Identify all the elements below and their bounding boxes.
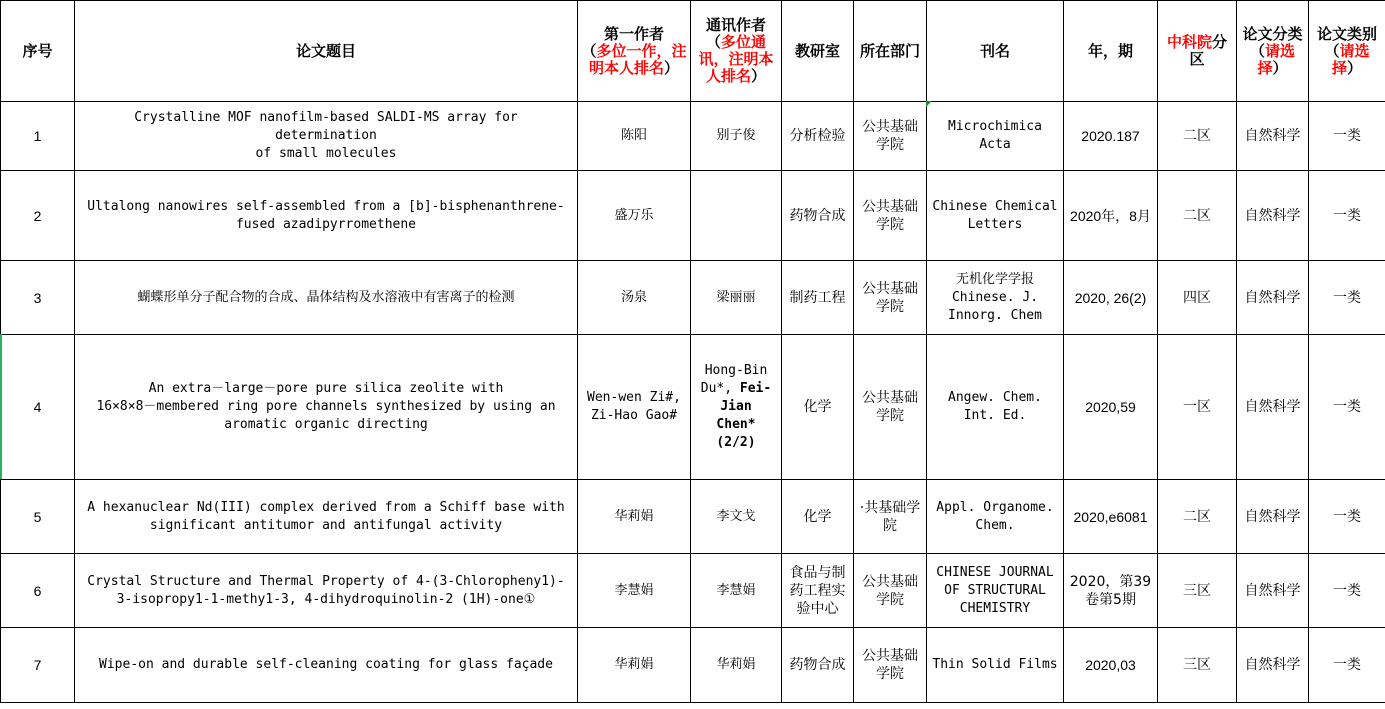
cell-seq[interactable]: 4	[1, 335, 75, 480]
header-year-issue[interactable]: 年，期	[1064, 1, 1158, 102]
cell-year-issue[interactable]: 2020, 26(2)	[1064, 261, 1158, 335]
header-paper-class[interactable]	[1309, 1, 1385, 102]
cell-corr-author-line: 华莉娟	[716, 657, 756, 672]
header-paper-class-main: 论文类别	[1316, 24, 1377, 43]
cell-class[interactable]: 一类	[1309, 261, 1385, 335]
cell-first-author-line: 陈阳	[620, 128, 647, 143]
cell-first-author-line: 李慧娟	[614, 582, 654, 598]
cell-title-line: A hexanuclear Nd(III) complex derived from a Schiff base with	[87, 499, 565, 515]
cell-office[interactable]	[782, 102, 854, 171]
table-row	[1, 102, 1385, 171]
corr-author-mixed-line	[693, 380, 779, 398]
cell-zone[interactable]: 二区	[1158, 171, 1237, 261]
cell-office-line: 药工程实	[789, 582, 846, 599]
cell-corr-author[interactable]	[691, 480, 782, 554]
cell-title-line: An extra－large－pore pure silica zeolite with	[148, 381, 504, 396]
header-first-author-open: （	[581, 41, 597, 60]
cell-title-line: of small molecules	[255, 146, 397, 161]
cell-corr-author-line: Hong-Bin	[704, 363, 768, 378]
cell-category[interactable]: 自然科学	[1237, 102, 1309, 171]
cell-office-line: 食品与制	[789, 564, 846, 581]
table-row	[1, 335, 1385, 480]
cell-journal-line: Thin Solid Films	[932, 657, 1058, 672]
table-row	[1, 261, 1385, 335]
table-row	[1, 480, 1385, 554]
header-office[interactable]: 教研室	[782, 1, 854, 102]
cell-title-line: 蝴蝶形单分子配合物的合成、晶体结构及水溶液中有害离子的检测	[137, 289, 515, 305]
cell-title-line: Crystalline MOF nanofilm-based SALDI-MS array for	[134, 110, 518, 125]
cell-journal[interactable]	[927, 335, 1064, 480]
cell-zone[interactable]: 三区	[1158, 554, 1237, 628]
cell-class[interactable]: 一类	[1309, 335, 1385, 480]
table-row	[1, 554, 1385, 628]
cell-journal[interactable]	[927, 554, 1064, 628]
cell-first-author-line: 华莉娟	[614, 508, 654, 524]
cell-office[interactable]	[782, 335, 854, 480]
cell-first-author[interactable]	[578, 102, 691, 171]
cell-dept[interactable]	[854, 628, 927, 703]
header-paper-class-close: ）	[1347, 58, 1363, 77]
header-title[interactable]: 论文题目	[75, 1, 578, 102]
header-first-author-note: 多位一作，注明本人排名	[588, 41, 687, 77]
cell-title-line: 16×8×8－membered ring pore channels synthesized by using an	[96, 399, 556, 414]
header-seq[interactable]: 序号	[1, 1, 75, 102]
corr-author-bold-line: Jian	[720, 399, 752, 414]
corr-author-bold-part: Fei-	[739, 381, 772, 396]
cell-seq[interactable]: 1	[1, 102, 75, 171]
table-row	[1, 171, 1385, 261]
cell-office-line: 化学	[803, 399, 832, 415]
cell-year-issue[interactable]	[1064, 554, 1158, 628]
cell-office[interactable]	[782, 554, 854, 628]
cell-journal-line: CHINESE JOURNAL	[936, 564, 1054, 580]
cell-seq[interactable]: 6	[1, 554, 75, 628]
cell-year-issue[interactable]: 2020年，8月	[1064, 171, 1158, 261]
cell-journal-line: Int. Ed.	[963, 408, 1027, 423]
cell-journal-line: CHEMISTRY	[959, 600, 1031, 616]
cell-first-author-line: 华莉娟	[614, 657, 654, 672]
cell-office[interactable]	[782, 261, 854, 335]
cell-title-line: Ultalong nanowires self-assembled from a [b]-bisphenanthrene-	[87, 198, 565, 214]
cell-journal[interactable]	[927, 480, 1064, 554]
cell-zone[interactable]: 二区	[1158, 480, 1237, 554]
cell-seq[interactable]: 2	[1, 171, 75, 261]
cell-corr-author[interactable]	[691, 554, 782, 628]
cell-dept-line: 公共基础	[862, 390, 918, 406]
cell-seq[interactable]: 7	[1, 628, 75, 703]
cell-dept-line: 学院	[876, 216, 904, 233]
header-corr-author[interactable]	[691, 1, 782, 102]
cell-dept-line: 学院	[876, 408, 904, 424]
cell-office-line: 化学	[803, 508, 832, 525]
cell-journal-line: Chinese Chemical	[932, 198, 1058, 214]
cell-category[interactable]: 自然科学	[1237, 335, 1309, 480]
cell-class[interactable]: 一类	[1309, 102, 1385, 171]
header-corr-author-close: ）	[751, 67, 767, 85]
header-first-author-close: ）	[664, 58, 680, 77]
header-paper-category-main: 论文分类	[1242, 24, 1303, 43]
cell-title-line: aromatic organic directing	[224, 417, 428, 432]
year-issue-line: 卷第5期	[1085, 591, 1136, 608]
comment-marker-icon	[926, 101, 932, 107]
cell-journal-line: Microchimica	[948, 119, 1042, 134]
header-paper-category-note: 请选择	[1257, 41, 1296, 77]
cell-category[interactable]: 自然科学	[1237, 554, 1309, 628]
cell-seq[interactable]: 5	[1, 480, 75, 554]
header-paper-category-open: （	[1249, 41, 1265, 60]
cell-journal-line: Chinese. J.	[951, 289, 1039, 305]
year-issue-line: 2020，第39	[1069, 573, 1152, 590]
cell-dept-line: 公共基础	[862, 573, 918, 590]
cell-office-line: 制药工程	[789, 289, 846, 306]
cell-journal-line: Appl. Organome.	[936, 499, 1054, 515]
row-selection-indicator	[0, 334, 2, 479]
cell-first-author-line: Zi-Hao Gao#	[590, 408, 678, 423]
cell-zone[interactable]: 二区	[1158, 102, 1237, 171]
cell-journal[interactable]	[927, 261, 1064, 335]
corr-author-bold-line: Chen*	[716, 417, 756, 432]
header-corr-author-note: 多位通讯，注明本人排名	[698, 33, 774, 85]
cell-dept-line: 学院	[876, 666, 904, 682]
cell-corr-author-line: 梁丽丽	[716, 289, 756, 305]
corr-author-bold-line: (2/2)	[716, 435, 756, 450]
cell-corr-author[interactable]	[691, 628, 782, 703]
cell-corr-author-line: 别子俊	[716, 128, 756, 143]
cell-journal-line: Angew. Chem.	[948, 390, 1042, 405]
header-journal[interactable]: 刊名	[927, 1, 1064, 102]
cell-category[interactable]: 自然科学	[1237, 171, 1309, 261]
cell-year-issue[interactable]: 2020,e6081	[1064, 480, 1158, 554]
cell-journal-line: Acta	[979, 137, 1011, 152]
cell-class[interactable]: 一类	[1309, 628, 1385, 703]
cell-dept[interactable]	[854, 102, 927, 171]
cell-first-author[interactable]	[578, 480, 691, 554]
cell-journal[interactable]	[927, 102, 1064, 171]
cell-office[interactable]	[782, 628, 854, 703]
cell-dept[interactable]	[854, 261, 927, 335]
cell-first-author-line: 盛万乐	[614, 207, 654, 223]
cell-dept[interactable]	[854, 480, 927, 554]
cell-dept-line: 学院	[876, 137, 904, 153]
cell-journal-line: 无机化学学报	[955, 271, 1034, 287]
cell-dept[interactable]	[854, 554, 927, 628]
cell-class[interactable]: 一类	[1309, 171, 1385, 261]
header-paper-class-note: 请选择	[1331, 41, 1370, 77]
cell-journal-line: Chem.	[975, 517, 1015, 533]
cell-title[interactable]	[75, 554, 578, 628]
cell-category[interactable]: 自然科学	[1237, 261, 1309, 335]
cell-dept-line: 学院	[876, 298, 904, 315]
table-row	[1, 628, 1385, 703]
cell-office-line: 药物合成	[789, 657, 846, 673]
header-paper-category[interactable]	[1237, 1, 1309, 102]
cell-dept-line: 公共基础	[862, 648, 918, 664]
cell-dept-line: 公共基础	[862, 280, 918, 297]
corr-author-plain-part: Du*,	[700, 381, 740, 396]
cell-corr-author[interactable]	[691, 335, 782, 480]
cell-office-line: 验中心	[796, 600, 839, 617]
cell-class[interactable]: 一类	[1309, 554, 1385, 628]
cell-corr-author-line: 李文戈	[716, 508, 756, 524]
cell-title[interactable]	[75, 261, 578, 335]
cell-seq[interactable]: 3	[1, 261, 75, 335]
cell-journal[interactable]	[927, 171, 1064, 261]
cell-zone[interactable]: 一区	[1158, 335, 1237, 480]
cell-first-author[interactable]	[578, 628, 691, 703]
cell-dept[interactable]	[854, 171, 927, 261]
cell-title-line: Wipe-on and durable self-cleaning coating for glass façade	[99, 657, 553, 672]
cell-zone[interactable]: 四区	[1158, 261, 1237, 335]
header-paper-class-open: （	[1324, 41, 1340, 60]
header-corr-author-main: 通讯作者	[705, 16, 766, 34]
cell-office[interactable]	[782, 171, 854, 261]
cell-dept-line: 学院	[876, 591, 904, 608]
header-corr-author-open: （	[705, 33, 721, 51]
cell-dept-line: 公共基础	[862, 119, 918, 135]
cell-title[interactable]	[75, 171, 578, 261]
cell-first-author-line: Wen-wen Zi#,	[587, 390, 681, 405]
cell-journal-line: Innorg. Chem	[948, 307, 1042, 323]
cell-title[interactable]	[75, 480, 578, 554]
cell-title-line: determination	[275, 128, 377, 143]
header-cas-zone-red: 中科院	[1166, 33, 1212, 51]
cell-year-issue[interactable]: 2020,03	[1064, 628, 1158, 703]
header-cas-zone[interactable]	[1158, 1, 1237, 102]
cell-corr-author[interactable]	[691, 171, 782, 261]
header-row	[1, 1, 1385, 102]
cell-title[interactable]	[75, 102, 578, 171]
cell-first-author[interactable]	[578, 261, 691, 335]
cell-year-issue[interactable]: 2020,59	[1064, 335, 1158, 480]
cell-title-line: 3-isopropy1-1-methy1-3, 4-dihydroquinolin-2 (1H)-one①	[116, 591, 536, 607]
cell-dept[interactable]	[854, 335, 927, 480]
cell-dept-line: 公共基础	[862, 198, 918, 215]
cell-journal[interactable]	[927, 628, 1064, 703]
cell-year-issue[interactable]: 2020.187	[1064, 102, 1158, 171]
cell-corr-author-line: 李慧娟	[716, 582, 756, 598]
cell-journal-line: Letters	[967, 216, 1023, 232]
cell-title-line: significant antitumor and antifungal activity	[149, 517, 503, 533]
cell-corr-author[interactable]	[691, 261, 782, 335]
cell-first-author[interactable]	[578, 171, 691, 261]
cell-category[interactable]: 自然科学	[1237, 628, 1309, 703]
header-first-author-main: 第一作者	[603, 24, 664, 43]
cell-journal-line: OF STRUCTURAL	[944, 582, 1046, 598]
header-first-author[interactable]	[578, 1, 691, 102]
cell-title[interactable]	[75, 628, 578, 703]
cell-dept-line: ·共基础学院	[859, 499, 921, 534]
cell-class[interactable]: 一类	[1309, 480, 1385, 554]
header-paper-category-close: ）	[1272, 58, 1288, 77]
cell-title[interactable]	[75, 335, 578, 480]
cell-first-author[interactable]	[578, 335, 691, 480]
cell-first-author-line: 汤泉	[620, 289, 647, 305]
cell-corr-author[interactable]	[691, 102, 782, 171]
cell-office-line: 药物合成	[789, 207, 846, 224]
cell-office-line: 分析检验	[789, 128, 846, 144]
cell-zone[interactable]: 三区	[1158, 628, 1237, 703]
cell-category[interactable]: 自然科学	[1237, 480, 1309, 554]
header-cas-zone-rest: 分区	[1189, 33, 1228, 68]
cell-office[interactable]	[782, 480, 854, 554]
cell-title-line: Crystal Structure and Thermal Property of 4-(3-Chloropheny1)-	[87, 573, 565, 589]
cell-first-author[interactable]	[578, 554, 691, 628]
header-dept[interactable]: 所在部门	[854, 1, 927, 102]
cell-title-line: fused azadipyrromethene	[235, 216, 416, 232]
